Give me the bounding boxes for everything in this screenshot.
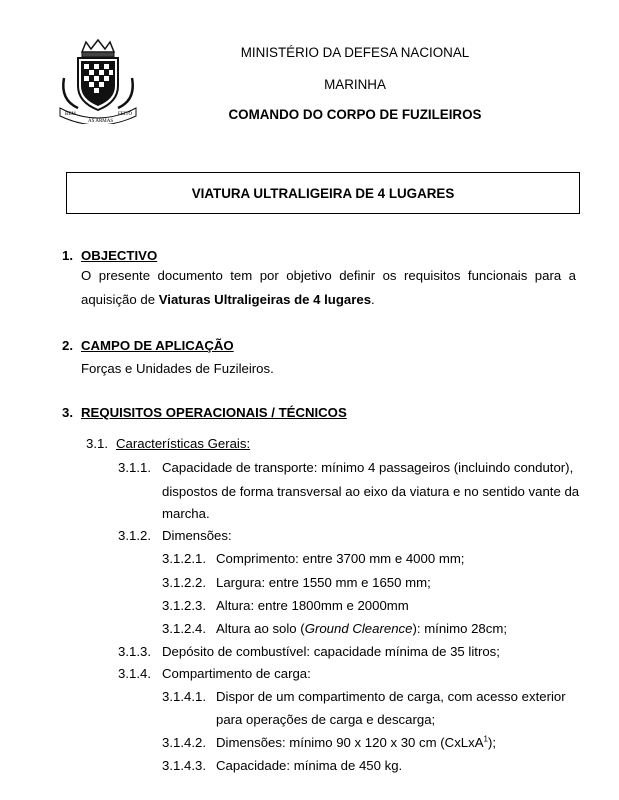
item-3-1-2-4-italic: Ground Clearence bbox=[304, 621, 413, 636]
item-3-1-4-number: 3.1.4. bbox=[118, 666, 151, 681]
item-3-1-2-1-number: 3.1.2.1. bbox=[162, 551, 206, 566]
item-3-1-2-2-number: 3.1.2.2. bbox=[162, 575, 206, 590]
item-3-1-3-number: 3.1.3. bbox=[118, 644, 151, 659]
item-3-1-2-number: 3.1.2. bbox=[118, 528, 151, 543]
item-3-1-1-line-2: dispostos de forma transversal ao eixo da viatura e no sentido vante da bbox=[162, 484, 580, 499]
section-3-title: REQUISITOS OPERACIONAIS / TÉCNICOS bbox=[81, 405, 347, 420]
item-3-1-4-2-number: 3.1.4.2. bbox=[162, 735, 206, 750]
item-3-1-2-3-number: 3.1.2.3. bbox=[162, 598, 206, 613]
item-3-1-1-line-1: Capacidade de transporte: mínimo 4 passageiros (incluindo condutor), bbox=[162, 460, 574, 475]
section-1-line-2-pre: aquisição de bbox=[81, 292, 159, 307]
section-1-line-1: O presente documento tem por objetivo definir os requisitos funcionais para a bbox=[81, 268, 576, 283]
item-3-1-2-4-text bbox=[216, 621, 507, 636]
item-3-1-4-1-line-2: para operações de carga e descarga; bbox=[216, 712, 436, 727]
navy-coat-of-arms-icon bbox=[56, 38, 140, 124]
item-3-1-2-3-text: Altura: entre 1800mm e 2000mm bbox=[216, 598, 409, 613]
item-3-1-1-number: 3.1.1. bbox=[118, 460, 151, 475]
header-navy: MARINHA bbox=[324, 77, 386, 92]
subsection-3-1-title: Características Gerais: bbox=[116, 436, 251, 451]
header-command: COMANDO DO CORPO DE FUZILEIROS bbox=[228, 107, 482, 122]
item-3-1-4-2-main: Dimensões: mínimo 90 x 120 x 30 cm (CxLxA bbox=[216, 735, 484, 750]
item-3-1-4-2-post: ); bbox=[487, 735, 497, 750]
item-3-1-4-3-number: 3.1.4.3. bbox=[162, 758, 206, 773]
section-1-bold-term: Viaturas Ultraligeiras de 4 lugares bbox=[158, 292, 372, 307]
section-1-line-2-post: . bbox=[371, 292, 375, 307]
item-3-1-3-text: Depósito de combustível: capacidade mínima de 35 litros; bbox=[162, 644, 500, 659]
section-1-line-2 bbox=[81, 292, 375, 307]
item-3-1-2-4-pre: Altura ao solo ( bbox=[216, 621, 305, 636]
svg-text:AS ARMAS: AS ARMAS bbox=[88, 119, 114, 124]
item-3-1-4-text: Compartimento de carga: bbox=[162, 666, 311, 681]
section-2-text: Forças e Unidades de Fuzileiros. bbox=[81, 361, 274, 376]
subsection-3-1-number: 3.1. bbox=[86, 436, 108, 451]
footnote-marker: 1 bbox=[483, 734, 488, 744]
svg-text:BEM: BEM bbox=[65, 112, 76, 117]
document-title-box bbox=[66, 172, 580, 214]
section-2-number: 2. bbox=[62, 338, 73, 353]
section-1-title: OBJECTIVO bbox=[81, 248, 158, 263]
item-3-1-2-text: Dimensões: bbox=[162, 528, 232, 543]
item-3-1-4-2-text bbox=[216, 735, 496, 750]
section-2-title: CAMPO DE APLICAÇÃO bbox=[81, 338, 234, 353]
section-1-text bbox=[81, 264, 576, 312]
section-3-number: 3. bbox=[62, 405, 73, 420]
svg-text:FEITO: FEITO bbox=[118, 112, 133, 117]
item-3-1-2-4-post: ): mínimo 28cm; bbox=[412, 621, 507, 636]
item-3-1-2-2-text: Largura: entre 1550 mm e 1650 mm; bbox=[216, 575, 431, 590]
item-3-1-2-1-text: Comprimento: entre 3700 mm e 4000 mm; bbox=[216, 551, 465, 566]
item-3-1-1-line-3: marcha. bbox=[162, 506, 210, 521]
header-ministry: MINISTÉRIO DA DEFESA NACIONAL bbox=[240, 45, 470, 60]
item-3-1-2-4-number: 3.1.2.4. bbox=[162, 621, 206, 636]
item-3-1-4-1-number: 3.1.4.1. bbox=[162, 689, 206, 704]
document-title: VIATURA ULTRALIGEIRA DE 4 LUGARES bbox=[191, 185, 455, 201]
item-3-1-4-3-text: Capacidade: mínima de 450 kg. bbox=[216, 758, 403, 773]
section-1-number: 1. bbox=[62, 248, 73, 263]
item-3-1-4-1-line-1: Dispor de um compartimento de carga, com acesso exterior bbox=[216, 689, 566, 704]
